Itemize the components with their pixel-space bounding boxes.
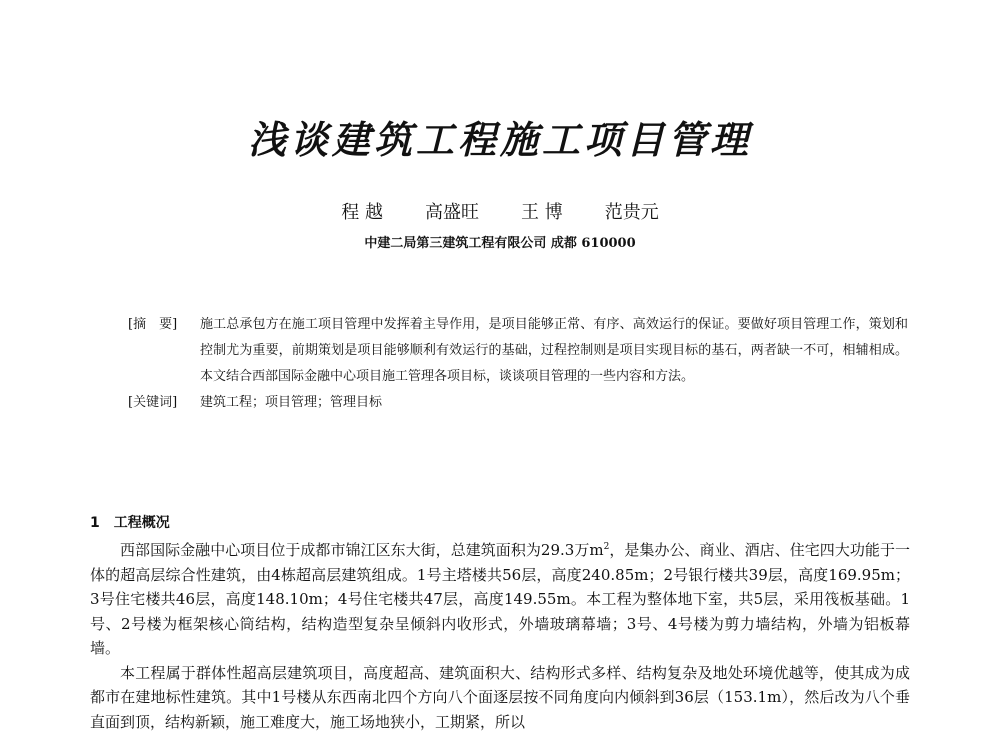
keywords-text: 建筑工程；项目管理；管理目标: [200, 395, 383, 410]
author-name: 王 博: [521, 202, 563, 223]
body-paragraph: [90, 538, 910, 661]
body-paragraph: 本工程属于群体性超高层建筑项目，高度超高、建筑面积大、结构形式多样、结构复杂及地处环境优越等，使其成为成都市在建地标性建筑。其中1号楼从东西南北四个方向八个面逐层按不同角度向内倾斜到36层（153.1m），然后改为八个垂直面到顶，结构新颖，施工难度大，施工场地狭小，工期紧，所以: [90, 663, 910, 731]
abstract-label: [摘 要]: [128, 317, 178, 332]
section-number: 1: [90, 515, 100, 531]
section-title: 工程概况: [113, 515, 170, 531]
author-name: 程 越: [341, 202, 383, 223]
paragraph-text: 西部国际金融中心项目位于成都市锦江区东大街，总建筑面积为29.3万m: [120, 541, 604, 559]
keywords-label: [关键词]: [128, 395, 178, 410]
author-list: [0, 200, 1000, 226]
abstract-row: [128, 312, 908, 390]
author-affiliation: 中建二局第三建筑工程有限公司 成都 610000: [364, 236, 636, 251]
superscript: 2: [603, 542, 610, 552]
paragraph-text: ，是集办公、商业、酒店、住宅四大功能于一体的超高层综合性建筑，由4栋超高层建筑组成。1号主塔楼共56层，高度240.85m；2号银行楼共39层，高度169.95m；3号住宅楼共46层，高度148.10m；4号住宅楼共47层，高度149.55m。本工程为整体地下室，共5层，采用筏板基础。1号、2号楼为框架核心筒结构，结构造型复杂呈倾斜内收形式，外墙玻璃幕墙；3号、4号楼为剪力墙结构，外墙为铝板幕墙。: [90, 541, 910, 657]
author-name: 范贵元: [604, 202, 659, 223]
section-heading: [90, 512, 910, 534]
section-project-overview: [90, 512, 910, 734]
keywords-row: [128, 390, 908, 416]
abstract-block: [128, 312, 908, 416]
paper-title: 浅谈建筑工程施工项目管理: [247, 117, 752, 162]
author-name: 高盛旺: [425, 202, 479, 223]
abstract-text: 施工总承包方在施工项目管理中发挥着主导作用，是项目能够正常、有序、高效运行的保证。要做好项目管理工作，策划和控制尤为重要，前期策划是项目能够顺利有效运行的基础，过程控制则是项目实现目标的基石，两者缺一不可，相辅相成。本文结合西部国际金融中心项目施工管理各项目标，谈谈项目管理的一些内容和方法。: [200, 317, 908, 384]
